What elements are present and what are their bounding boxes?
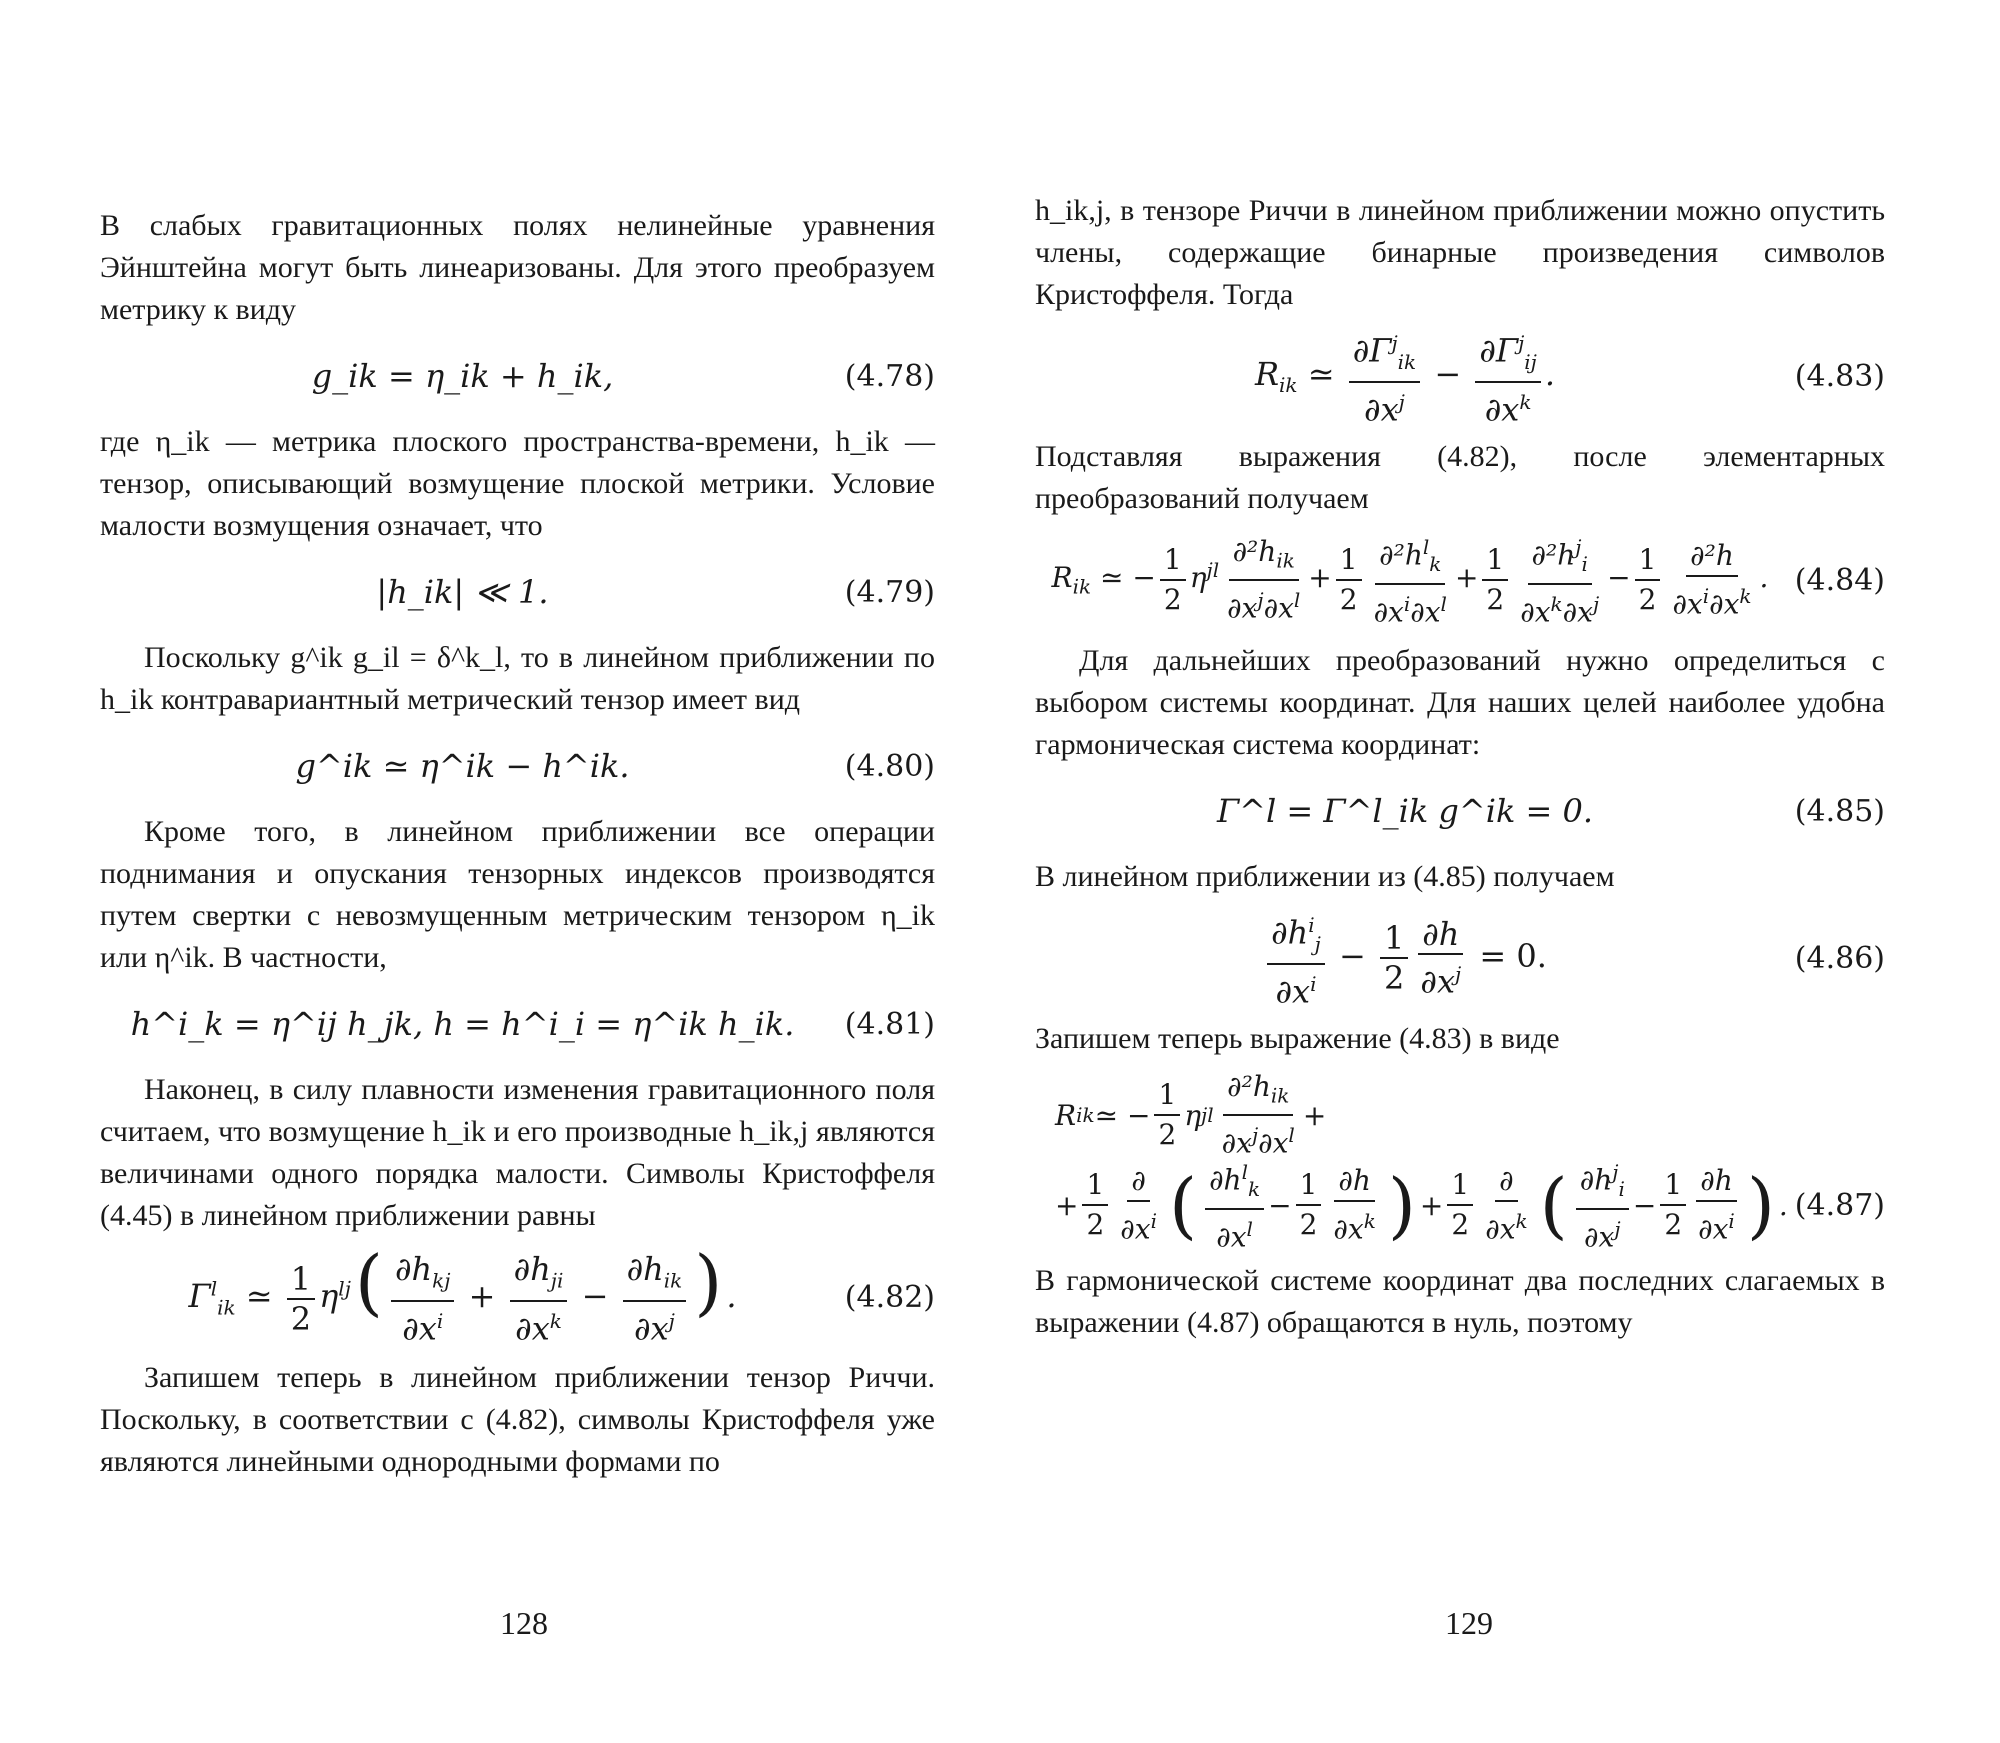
equation-4-81: [100, 979, 935, 1069]
equation-body: [100, 331, 825, 421]
equation-number: (4.87): [1794, 1187, 1885, 1223]
equation-body: [1035, 1060, 1788, 1260]
equation-4-78: [100, 331, 935, 421]
equation-number: (4.81): [844, 1006, 935, 1042]
paragraph: Кроме того, в линейном приближении все операции поднимания и опускания тензорных индексов производятся путем свертки с невозмущенным метрическим тензором η_ik или η^ik. В частности,: [100, 815, 935, 974]
equation-4-84: [1035, 520, 1885, 640]
equation-number: (4.84): [1794, 562, 1885, 598]
paragraph: Запишем теперь выражение (4.83) в виде: [1035, 1022, 1560, 1055]
equation-line-2: + $\frac{1}{2}$ $\frac{\partial}{\partial x^i}$ ( $\frac{\partial h^l_k}{\partial x^l}$ − $\frac{1}{2}$ $\frac{\partial h}{\partial x^k}$ ) + $\frac{1}{2}$ $\frac{\partial}{\partial x^k}$ ( $\frac{\partial h^j_i}{\partial x^j}$ − $\frac{1}{2}$ $\frac{\partial h}{\partial x^i}$ ) .: [1035, 1160, 1788, 1250]
equation-body: [1035, 766, 1775, 856]
equation-4-83: [1035, 316, 1885, 436]
paragraph: В линейном приближении из (4.85) получаем: [1035, 860, 1615, 893]
equation-text: g_ik = η_ik + h_ik,: [311, 357, 614, 395]
ricci-expanded-formula: $R_{ik}$ ≃ − $\frac{1}{2}$ $\eta^{jl}$ $\frac{\partial^2h_{ik}}{\partial x^j\partial x^l}$ + $\frac{1}{2}$ $\frac{\partial^2h^l_k}{\partial x^i\partial x^l}$ + $\frac{1}{2}$ $\frac{\partial^2h^j_i}{\partial x^k\partial x^j}$ − $\frac{1}{2}$ $\frac{\text{∂²h}}{\partial x^i\partial x^k}$ .: [1052, 528, 1769, 631]
equation-text: g^ik ≃ η^ik − h^ik.: [295, 747, 630, 785]
paragraph: где η_ik — метрика плоского пространства-времени, h_ik — тензор, описывающий возмущение плоской метрики. Условие малости возмущения означает, что: [100, 425, 935, 542]
paragraph: Запишем теперь в линейном приближении тензор Риччи. Поскольку, в соответствии с (4.82), символы Кристоффеля уже являются линейными однородными формами по: [100, 1361, 935, 1478]
paragraph: Поскольку g^ik g_il = δ^k_l, то в линейном приближении по h_ik контравариантный метрический тензор имеет вид: [100, 641, 935, 716]
equation-number: (4.86): [1794, 940, 1885, 976]
equation-number: (4.78): [844, 358, 935, 394]
equation-body: [1035, 316, 1775, 436]
equation-4-80: [100, 721, 935, 811]
christoffel-formula: $\Gamma^l_{ik}$ ≃ $\frac{1}{2}$ $\eta^{lj}$( $\frac{\partial h_{kj}}{\partial x^i}$ + $\frac{\partial h_{ji}}{\partial x^k}$ − $\frac{\partial h_{ik}}{\partial x^j}$ ) .: [188, 1240, 737, 1348]
equation-body: [100, 1237, 825, 1357]
equation-4-82: [100, 1237, 935, 1357]
page-number: 129: [1445, 1605, 1493, 1641]
left-text-column: [100, 205, 935, 1483]
equation-number: (4.79): [844, 574, 935, 610]
paragraph: h_ik,j, в тензоре Риччи в линейном приближении можно опустить члены, содержащие бинарные произведения символов Кристоффеля. Тогда: [1035, 194, 1885, 311]
equation-4-79: [100, 547, 935, 637]
equation-4-86: [1035, 898, 1885, 1018]
harmonic-condition-formula: $\frac{\partial h^i_j}{\partial x^i}$ − $\frac{1}{2}$ $\frac{\partial h}{\partial x^j}$ = 0.: [1263, 906, 1547, 1011]
right-text-column: [1035, 190, 1885, 1344]
paragraph: Подставляя выражения (4.82), после элементарных преобразований получаем: [1035, 440, 1885, 515]
equation-body: [100, 721, 825, 811]
equation-text: |h_ik| ≪ 1.: [376, 573, 549, 611]
ricci-linear-formula: $R_{ik}$ ≃ $\frac{\partial\Gamma^j_{ik}}{\partial x^j}$ − $\frac{\partial\Gamma^j_{ij}}{\partial x^k}$ .: [1255, 324, 1555, 429]
paragraph: В гармонической системе координат два последних слагаемых в выражении (4.87) обращаются в нуль, поэтому: [1035, 1264, 1885, 1339]
paragraph: В слабых гравитационных полях нелинейные уравнения Эйнштейна могут быть линеаризованы. Для этого преобразуем метрику к виду: [100, 209, 935, 326]
equation-number: (4.80): [844, 748, 935, 784]
paragraph: Наконец, в силу плавности изменения гравитационного поля считаем, что возмущение h_ik и его производные h_ik,j являются величинами одного порядка малости. Символы Кристоффеля (4.45) в линейном приближении равны: [100, 1073, 935, 1232]
equation-body: [1035, 898, 1775, 1018]
equation-body: [100, 979, 825, 1069]
equation-4-85: [1035, 766, 1885, 856]
page-number: 128: [500, 1605, 548, 1641]
equation-line-1: R ik ≃ − $\frac{1}{2}$ η jl $\frac{\partial^2h_{ik}}{\partial x^j\partial x^l}$ +: [1055, 1069, 1327, 1160]
equation-text: h^i_k = η^ij h_jk, h = h^i_i = η^ik h_ik.: [130, 1005, 795, 1043]
equation-number: (4.85): [1794, 793, 1885, 829]
paragraph: Для дальнейших преобразований нужно определиться с выбором системы координат. Для наших целей наиболее удобна гармоническая система координат:: [1035, 644, 1885, 761]
right-page: [1000, 0, 2000, 1743]
equation-body: [1035, 520, 1785, 640]
equation-4-87: [1035, 1060, 1885, 1260]
equation-body: [100, 547, 825, 637]
equation-number: (4.82): [844, 1279, 935, 1315]
equation-number: (4.83): [1794, 358, 1885, 394]
equation-text: Γ^l = Γ^l_ik g^ik = 0.: [1216, 792, 1594, 830]
